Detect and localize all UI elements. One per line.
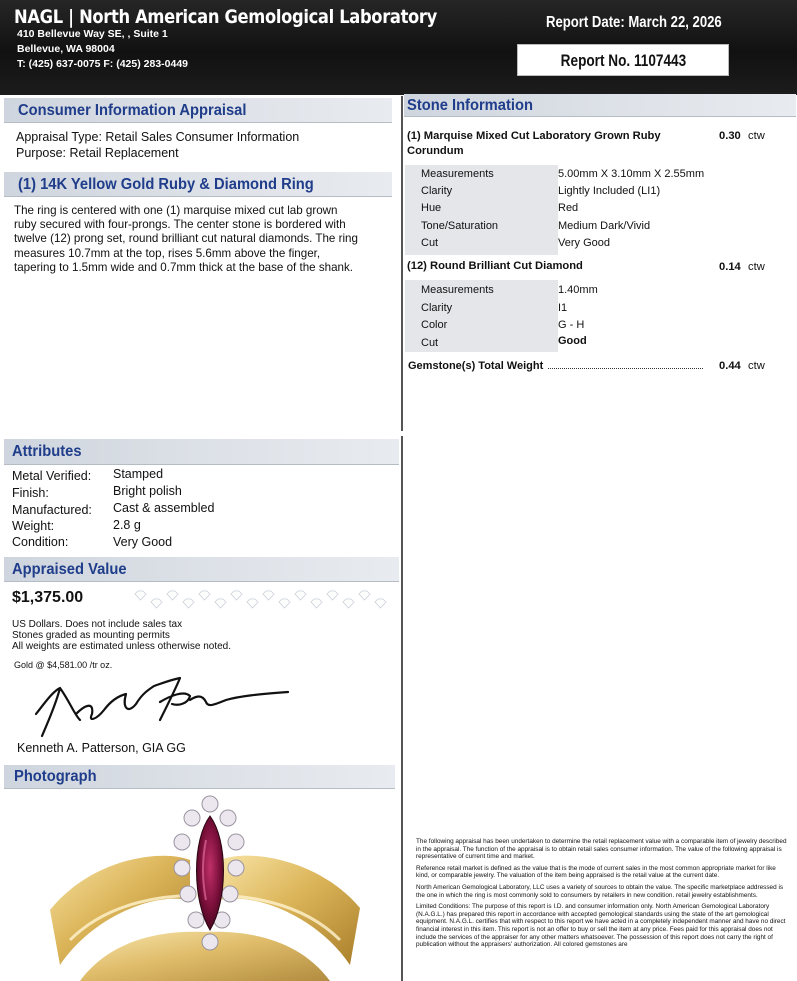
consumer-info-heading-bar [4,98,392,123]
appraisal-purpose: Purpose: Retail Replacement [16,146,179,160]
stone-info-heading-bar [404,94,796,117]
appraised-heading: Appraised Value [12,561,127,578]
total-weight-value: 0.44 [719,360,741,372]
total-weight-leader-dots [548,368,703,369]
stone2-weight-unit: ctw [748,261,765,273]
stone2-value-cut: Good [558,335,587,347]
total-weight-label: Gemstone(s) Total Weight [408,360,544,372]
appraised-value: $1,375.00 [12,589,84,606]
stone2-label-cut: Cut [421,337,439,349]
disclaimer-paragraph: Reference retail market is defined as the value that is the mode of current sales in the most common appropriate market for like kind, or comparable jewelry. The valuation of the item being appraised is the retail value at the current date. [416,864,776,880]
lab-name: NAGL | North American Gemological Laboratory [14,6,437,28]
attr-value-finish: Bright polish [113,484,182,498]
stone2-title: (12) Round Brilliant Cut Diamond [407,260,583,272]
lab-address-line2: Bellevue, WA 98004 [17,43,115,55]
stone1-label-hue: Hue [421,202,442,214]
appraisal-type: Appraisal Type: Retail Sales Consumer Information [16,130,300,144]
stone2-label-measurements: Measurements [421,284,494,296]
attributes-heading-bar [4,439,399,465]
description-line: tapering to 1.5mm wide and 0.7mm thick at the base of the shank. [14,260,353,274]
attr-value-manufactured: Cast & assembled [113,501,215,515]
stone2-value-clarity: I1 [558,302,568,314]
stone1-label-measurements: Measurements [421,168,494,180]
gold-price: Gold @ $4,581.00 /tr oz. [14,660,113,670]
stone1-value-measurements: 5.00mm X 3.10mm X 2.55mm [558,168,705,180]
appraiser-name: Kenneth A. Patterson, GIA GG [17,741,186,755]
report-header [0,0,797,95]
stone1-weight-unit: ctw [748,130,765,142]
consumer-info-heading: Consumer Information Appraisal [18,102,247,119]
total-weight-unit: ctw [748,360,765,372]
stone1-value-cut: Very Good [558,237,610,249]
lab-address-line1: 410 Bellevue Way SE, , Suite 1 [17,28,168,40]
description-line: twelve (12) prong set, round brilliant cut natural diamonds. The ring [14,232,358,246]
stone2-label-clarity: Clarity [421,302,453,314]
stone1-value-clarity: Lightly Included (LI1) [558,185,661,197]
stone1-label-cut: Cut [421,237,439,249]
stone1-value-tone: Medium Dark/Vivid [558,220,651,232]
attr-value-weight: 2.8 g [113,518,141,532]
stone1-weight: 0.30 [719,130,741,142]
item-heading: (1) 14K Yellow Gold Ruby & Diamond Ring [18,176,314,193]
disclaimer-paragraph: The following appraisal has been undertaken to determine the retail replacement value with a comparable item of jewelry described in the appraisal. The function of the appraisal is to obtain retail sales consumer information. The value of the following appraisal is representative of current time and market. [416,838,787,861]
disclaimer-text [416,838,788,953]
stone1-title-line2: Corundum [407,145,464,157]
description-line: The ring is centered with one (1) marquise mixed cut lab grown [14,204,338,217]
appraised-note-weights: All weights are estimated unless otherwise noted. [12,641,232,652]
signature-graphic [30,674,300,744]
attr-label-finish: Finish: [12,486,49,500]
report-number-box [517,44,729,76]
photograph-heading-bar [4,765,395,789]
attr-label-condition: Condition: [12,535,69,549]
report-number: Report No. 1107443 [560,51,686,70]
attr-label-manufactured: Manufactured: [12,503,92,517]
photograph-heading: Photograph [14,768,97,785]
report-date: Report Date: March 22, 2026 [546,14,722,31]
attr-label-weight: Weight: [12,519,55,533]
item-description [14,204,399,275]
lab-phone-line: T: (425) 637-0075 F: (425) 283-0449 [17,58,189,70]
stone2-value-color: G - H [558,319,585,331]
stone1-title-line1: (1) Marquise Mixed Cut Laboratory Grown Ruby [407,130,661,142]
stone1-label-clarity: Clarity [421,185,453,197]
description-line: ruby secured with four-prongs. The center stone is bordered with [14,218,346,232]
stone1-value-hue: Red [558,202,579,214]
attr-label-metal: Metal Verified: [12,469,92,483]
appraised-note-grading: Stones graded as mounting permits [12,630,170,641]
disclaimer-paragraph: Limited Conditions: The purpose of this report is I.D. and consumer information only. North American Gemological Laboratory (N.A.G.L.) has prepared this report in accordance with accepted gemological standards using the state of the art gemological equipment. N.A.G.L. certifies that with respect to this report we have acted in a completely independent manner and have no direct financial interest in this item. This report is not an offer to buy or sell the item at any price. Fees paid for this appraisal does not include the services of the appraiser for any other matters whatsoever. The possession of this report does not carry the right of publication without the appraisers' authorization. All colored gemstones are [416,903,786,949]
ring-photo [50,790,360,981]
stone-info-heading: Stone Information [407,97,533,114]
column-divider-lower [401,436,403,981]
stone2-label-color: Color [421,319,448,331]
column-divider [401,96,403,431]
attributes-heading: Attributes [12,443,82,460]
stone2-weight: 0.14 [719,261,741,273]
diamond-watermark [130,583,398,613]
item-heading-bar [4,172,392,197]
stone2-value-measurements: 1.40mm [558,284,598,296]
description-line: measures 10.7mm at the top, rises 5.6mm above the finger, [14,246,321,260]
attr-value-condition: Very Good [113,535,173,549]
appraised-heading-bar [4,557,399,582]
disclaimer-paragraph: North American Gemological Laboratory, LLC uses a variety of sources to obtain the value. The specific marketplace addressed is the one in which the ring is most commonly sold to consumers by retailers in new condition. retail jewelry establishments. [416,883,784,899]
attr-value-metal: Stamped [113,467,164,481]
appraised-note-currency: US Dollars. Does not include sales tax [12,619,183,630]
stone1-label-tone: Tone/Saturation [421,220,499,232]
